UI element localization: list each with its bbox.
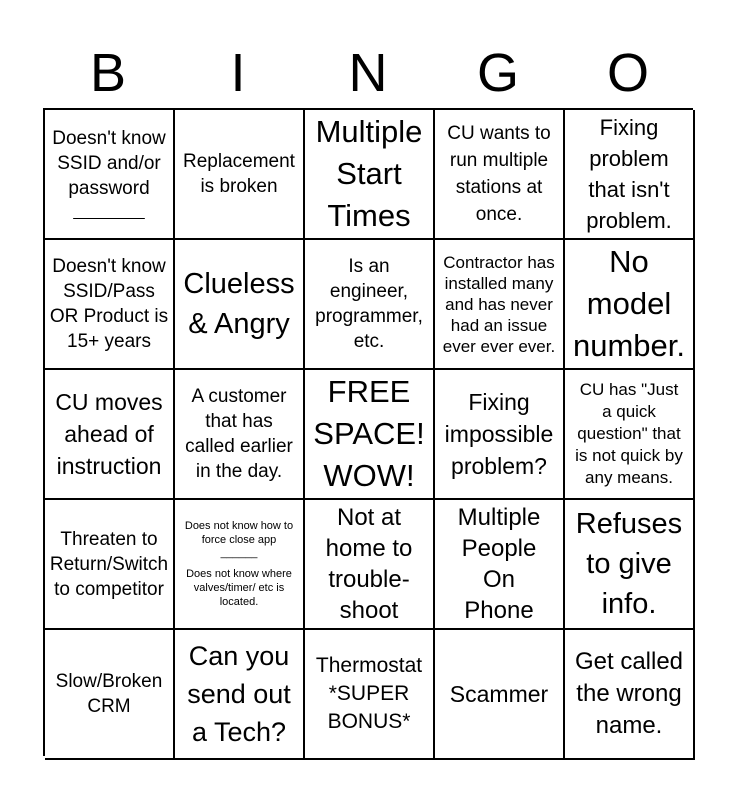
bingo-cell-r2c3[interactable]	[435, 370, 565, 500]
cell-text-line: problem	[589, 146, 669, 171]
cell-text-line: Multiple	[457, 504, 541, 531]
bingo-cell-r3c2[interactable]	[305, 500, 435, 630]
cell-text-line: SSID/Pass	[63, 281, 155, 302]
cell-text-line: trouble-	[328, 566, 410, 593]
header-letter-n: N	[348, 43, 388, 103]
cell-text-line: info.	[601, 588, 657, 620]
cell-text-line: Contractor has	[443, 252, 555, 272]
cell-text-line: No	[609, 244, 649, 279]
cell-text-line: is broken	[200, 176, 278, 197]
cell-text-line: Get called	[574, 648, 684, 675]
header-letter-i: I	[230, 43, 246, 103]
cell-text-line: model	[586, 286, 672, 321]
cell-text-line: Fixing	[468, 389, 530, 415]
bingo-cell-r2c0[interactable]	[45, 370, 175, 500]
cell-text-line: On	[482, 566, 515, 593]
cell-text-line: problem.	[586, 208, 672, 233]
cell-text-line: send out	[187, 679, 291, 709]
cell-text-line: password	[68, 177, 150, 199]
cell-text-line: CU wants to	[447, 123, 551, 144]
cell-text-line: etc.	[353, 331, 385, 352]
bingo-cell-r1c1[interactable]	[175, 240, 305, 370]
bingo-cell-r2c2[interactable]	[305, 370, 435, 500]
cell-text-line: Not at	[336, 504, 402, 531]
cell-text-line: the wrong	[576, 680, 682, 707]
cell-text-line: in the day.	[195, 461, 283, 482]
bingo-cell-r1c4[interactable]	[565, 240, 695, 370]
bingo-cell-r4c4[interactable]	[565, 630, 695, 760]
cell-text-line: Thermostat	[315, 654, 423, 677]
cell-text-line: had an issue	[450, 315, 548, 335]
bingo-header	[43, 40, 693, 106]
bingo-cell-r0c4[interactable]	[565, 110, 695, 240]
cell-text-line: instruction	[56, 453, 162, 479]
cell-text-line: *SUPER	[328, 682, 410, 705]
cell-text-line: impossible	[444, 421, 554, 447]
cell-separator: ________	[73, 202, 145, 220]
bingo-cell-r0c1[interactable]	[175, 110, 305, 240]
cell-text-line: number.	[572, 328, 685, 363]
cell-text-line: Phone	[464, 597, 534, 624]
cell-text-line: FREE	[327, 374, 411, 409]
cell-text-line: & Angry	[188, 308, 290, 340]
cell-text-line: is not quick by	[575, 446, 683, 465]
cell-text-line: CU moves	[55, 389, 163, 415]
bingo-cell-r4c0[interactable]	[45, 630, 175, 760]
cell-text-line: a Tech?	[191, 717, 287, 747]
cell-text-line: Does not know how to	[184, 520, 294, 532]
cell-text-line: shoot	[339, 597, 399, 624]
header-letter-o: O	[606, 43, 649, 103]
cell-text-line: problem?	[451, 453, 547, 479]
cell-text-line: question" that	[577, 424, 681, 443]
cell-text-line: home to	[325, 535, 413, 562]
cell-text-line: Does not know where	[186, 568, 292, 580]
cell-text-line: called earlier	[185, 436, 293, 457]
bingo-cell-r3c0[interactable]	[45, 500, 175, 630]
bingo-cell-r2c1[interactable]	[175, 370, 305, 500]
cell-text-line: Clueless	[183, 268, 295, 300]
bingo-cell-r2c4[interactable]	[565, 370, 695, 500]
header-letter-b: B	[89, 43, 127, 103]
bingo-cell-r0c2[interactable]	[305, 110, 435, 240]
bingo-cell-r1c3[interactable]	[435, 240, 565, 370]
bingo-cell-r4c3[interactable]	[435, 630, 565, 760]
bingo-cell-r3c4[interactable]	[565, 500, 695, 630]
cell-text-line: a quick	[602, 402, 656, 421]
cell-text-line: Can you	[188, 641, 290, 671]
cell-text-line: SSID and/or	[57, 152, 161, 174]
cell-text-line: Return/Switch	[49, 553, 169, 575]
cell-text-line: that isn't	[588, 177, 670, 202]
cell-text-line: any means.	[585, 468, 673, 487]
cell-text-line: BONUS*	[327, 710, 411, 733]
bingo-cell-r4c2[interactable]	[305, 630, 435, 760]
cell-text-line: Multiple	[315, 114, 423, 149]
cell-text-line: once.	[475, 204, 523, 225]
cell-text-line: Doesn't know	[52, 127, 166, 149]
cell-text-line: Replacement	[183, 151, 295, 172]
cell-text-line: engineer,	[329, 281, 409, 302]
cell-text-line: Scammer	[449, 681, 549, 707]
cell-text-line: force close app	[201, 534, 277, 546]
bingo-cell-r3c3[interactable]	[435, 500, 565, 630]
cell-text-line: ahead of	[64, 421, 154, 447]
cell-text-line: People	[461, 535, 537, 562]
bingo-cell-r1c0[interactable]	[45, 240, 175, 370]
cell-separator: ______	[220, 547, 258, 559]
bingo-cell-r0c0[interactable]	[45, 110, 175, 240]
cell-text-line: Start	[336, 156, 402, 191]
cell-text-line: to give	[586, 548, 672, 580]
bingo-board	[43, 108, 693, 756]
cell-text-line: A customer	[191, 386, 287, 407]
cell-text-line: ever ever ever.	[442, 336, 556, 356]
cell-text-line: SPACE!	[313, 416, 425, 451]
cell-text-line: stations at	[455, 177, 543, 198]
header-letter-g: G	[476, 43, 519, 103]
bingo-cell-r3c1[interactable]	[175, 500, 305, 630]
cell-text-line: WOW!	[323, 458, 415, 493]
cell-text-line: and has never	[445, 294, 553, 314]
cell-text-line: installed many	[444, 273, 554, 293]
cell-text-line: OR Product is	[49, 306, 169, 327]
cell-text-line: Is an	[348, 256, 390, 277]
cell-text-line: Fixing	[599, 115, 659, 140]
cell-text-line: to competitor	[54, 578, 164, 600]
cell-text-line: located.	[219, 596, 259, 608]
cell-text-line: that has	[205, 411, 273, 432]
cell-text-line: run multiple	[449, 150, 549, 171]
cell-text-line: CU has "Just	[579, 380, 679, 399]
cell-text-line: Times	[327, 198, 411, 233]
cell-text-line: Refuses	[575, 508, 683, 540]
cell-text-line: Threaten to	[60, 528, 158, 550]
cell-text-line: Doesn't know	[52, 256, 166, 277]
cell-text-line: valves/timer/ etc is	[193, 582, 285, 594]
cell-text-line: programmer,	[315, 306, 423, 327]
cell-text-line: CRM	[87, 696, 131, 717]
bingo-cell-r0c3[interactable]	[435, 110, 565, 240]
cell-text-line: Slow/Broken	[55, 671, 163, 692]
cell-text-line: name.	[595, 712, 663, 739]
bingo-cell-r4c1[interactable]	[175, 630, 305, 760]
bingo-cell-r1c2[interactable]	[305, 240, 435, 370]
cell-text-line: 15+ years	[67, 331, 151, 352]
